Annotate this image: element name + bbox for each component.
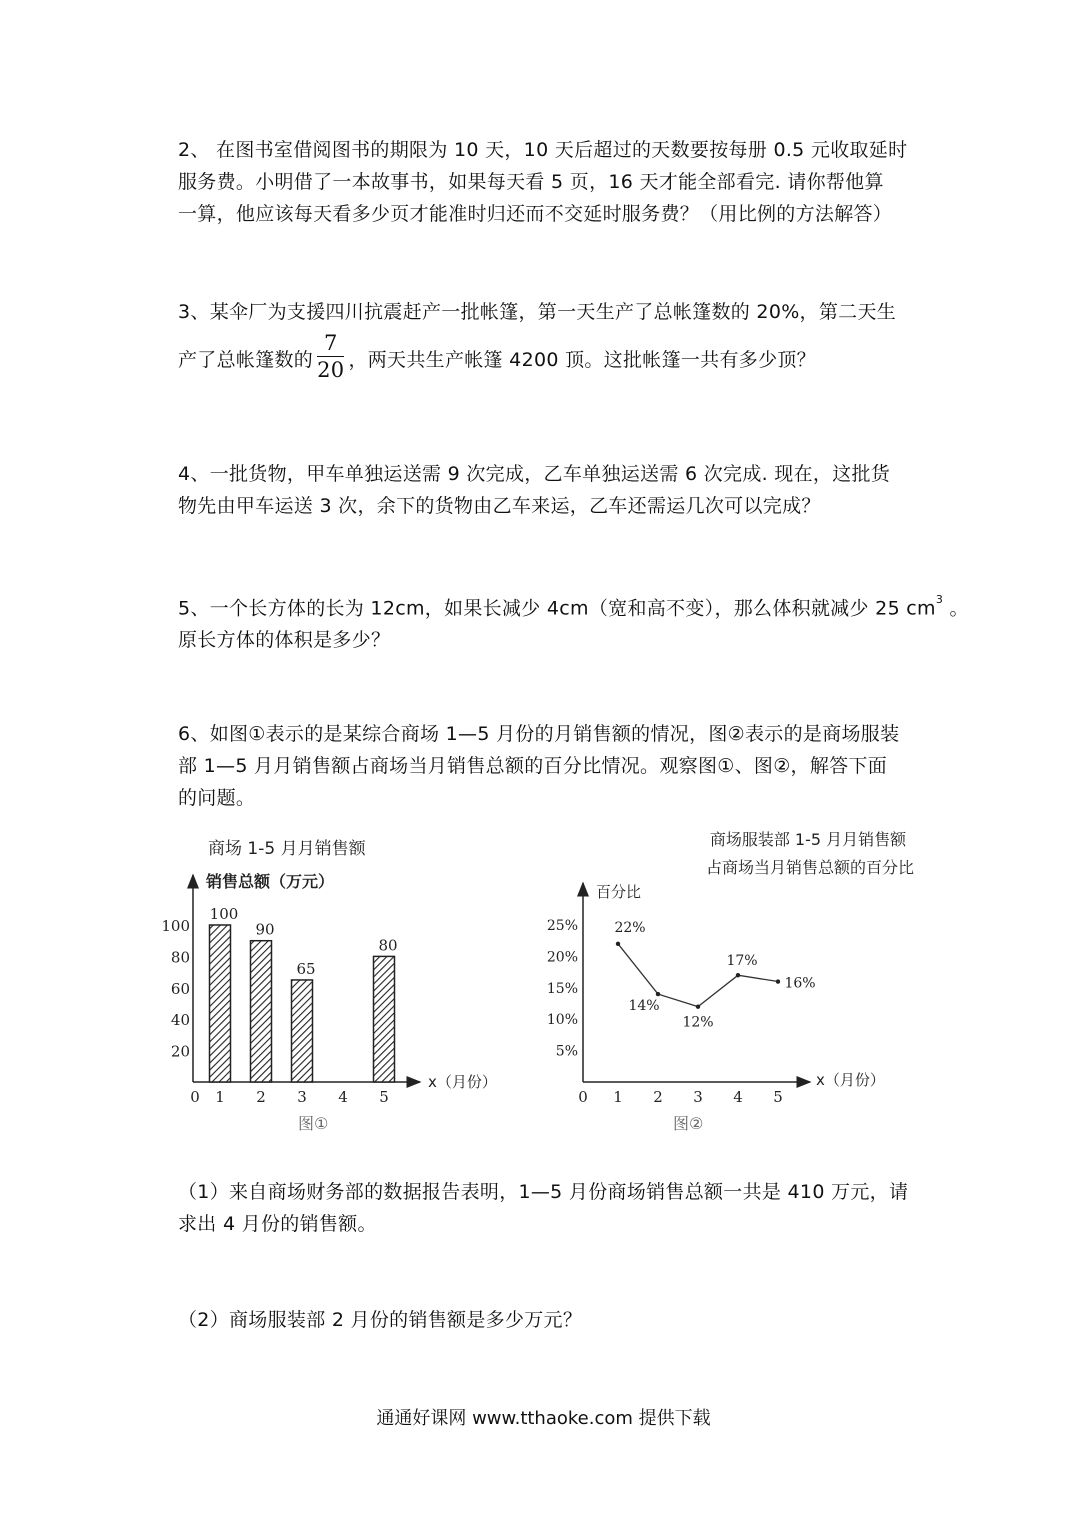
chart-1-data-label: 65 [296, 959, 316, 978]
fraction-denominator: 20 [317, 358, 345, 382]
chart-2-x-tick-label: 5 [773, 1088, 783, 1106]
chart-1-x-tick-label: 1 [215, 1088, 225, 1106]
chart-2-data-point [696, 1004, 700, 1008]
chart-1-y-tick-label: 60 [170, 979, 190, 998]
chart-1-y-axis-label: 销售总额（万元） [206, 872, 335, 891]
chart-1-bar [374, 956, 395, 1082]
question-2-line-3: 一算，他应该每天看多少页才能准时归还而不交延时服务费？（用比例的方法解答） [178, 203, 893, 225]
question-4 [178, 458, 978, 522]
chart-1-y-tick-label: 80 [170, 948, 190, 967]
fraction-numerator: 7 [317, 330, 344, 357]
chart-2-y-tick-label: 10% [546, 1012, 578, 1029]
chart-2-data-label: 16% [784, 975, 816, 992]
chart-2-y-tick-label: 20% [546, 949, 578, 966]
chart-1-title: 商场 1-5 月月销售额 [208, 839, 366, 859]
question-2 [178, 134, 978, 230]
chart-1-x-tick-label: 3 [297, 1088, 307, 1106]
chart-2-data-point [776, 979, 780, 983]
chart-2-data-label: 17% [726, 953, 758, 970]
chart-2-data-label: 22% [614, 919, 646, 936]
chart-2-title-line-1: 商场服装部 1-5 月月销售额 [709, 830, 907, 849]
question-6-part-1-line-2: 求出 4 月份的销售额。 [178, 1213, 377, 1235]
chart-1-data-label: 80 [378, 936, 398, 955]
question-3-line-1: 3、某伞厂为支援四川抗震赶产一批帐篷，第一天生产了总帐篷数的 20%，第二天生 [178, 301, 897, 323]
question-5 [178, 588, 978, 656]
question-6-line-2: 部 1—5 月月销售额占商场当月销售总额的百分比情况。观察图①、图②，解答下面 [178, 755, 888, 777]
question-6-line-1: 6、如图①表示的是某综合商场 1—5 月份的月销售额的情况，图②表示的是商场服装 [178, 723, 900, 745]
chart-1-bar [210, 925, 231, 1082]
fraction [317, 330, 344, 383]
chart-2-title-line-2: 占商场当月销售总额的百分比 [705, 858, 915, 877]
chart-2-origin-label: 0 [578, 1088, 588, 1106]
question-4-line-1: 4、一批货物，甲车单独运送需 9 次完成，乙车单独运送需 6 次完成. 现在，这批货 [178, 463, 891, 485]
chart-2-y-tick-label: 15% [546, 980, 578, 997]
chart-1-x-tick-label: 5 [379, 1088, 389, 1106]
question-5-line-1-text: 5、一个长方体的长为 12cm，如果长减少 4cm（宽和高不变），那么体积就减少 25 cm [178, 597, 936, 620]
question-6-part-1 [178, 1176, 978, 1240]
question-6-part-2 [178, 1304, 978, 1336]
chart-1-bar [251, 941, 272, 1082]
chart-2-x-tick-label: 3 [693, 1088, 703, 1106]
chart-1-x-tick-label: 4 [338, 1088, 348, 1106]
chart-2-data-label: 14% [628, 998, 660, 1015]
question-3 [178, 296, 978, 387]
chart-2-y-tick-label: 5% [555, 1043, 578, 1060]
question-6-part-1-line-1: （1）来自商场财务部的数据报告表明，1—5 月份商场销售总额一共是 410 万元，请 [178, 1181, 909, 1203]
chart-1-x-axis-label: x（月份） [428, 1073, 497, 1091]
chart-2-data-point [656, 992, 660, 996]
question-3-line-2 [178, 331, 978, 387]
question-6 [178, 718, 978, 814]
chart-2-x-tick-label: 2 [653, 1088, 663, 1106]
chart-1-x-tick-label: 2 [256, 1088, 266, 1106]
chart-2-data-point [736, 973, 740, 977]
question-6-line-3: 的问题。 [178, 787, 256, 809]
cubic-superscript: 3 [935, 593, 944, 606]
chart-1-y-tick-label: 20 [170, 1042, 190, 1061]
question-4-line-2: 物先由甲车运送 3 次，余下的货物由乙车来运，乙车还需运几次可以完成？ [178, 495, 821, 517]
question-3-line-2-end: ，两天共生产帐篷 4200 顶。这批帐篷一共有多少顶？ [348, 349, 816, 371]
chart-2-x-tick-label: 1 [613, 1088, 623, 1106]
line-chart-clothing-percentage [540, 825, 940, 1145]
question-5-line-1-end: 。 [943, 597, 969, 620]
chart-2-x-axis-label: x（月份） [816, 1071, 885, 1089]
chart-1-data-label: 90 [255, 920, 275, 939]
chart-2-data-point [616, 942, 620, 946]
bar-chart-monthly-sales [150, 825, 530, 1145]
question-2-line-2: 服务费。小明借了一本故事书，如果每天看 5 页，16 天才能全部看完. 请你帮他算 [178, 171, 884, 193]
chart-1-caption: 图① [298, 1114, 329, 1133]
chart-2-x-tick-label: 4 [733, 1088, 743, 1106]
chart-2-y-tick-label: 25% [546, 918, 578, 934]
chart-2-data-label: 12% [682, 1014, 714, 1031]
question-5-line-2: 原长方体的体积是多少？ [178, 629, 391, 652]
question-5-line-1 [178, 588, 978, 624]
chart-2-caption: 图② [673, 1114, 704, 1133]
question-6-part-2-line-1: （2）商场服装部 2 月份的销售额是多少万元？ [178, 1309, 583, 1331]
chart-1-y-tick-label: 100 [161, 917, 190, 935]
question-3-line-2-start: 产了总帐篷数的 [178, 349, 314, 371]
chart-1-y-tick-label: 40 [170, 1011, 190, 1030]
chart-1-bar [292, 980, 313, 1082]
footer: 通通好课网 www.tthaoke.com 提供下载 [376, 1408, 711, 1429]
chart-2-y-axis-label: 百分比 [596, 883, 642, 901]
question-2-line-1: 2、 在图书室借阅图书的期限为 10 天，10 天后超过的天数要按每册 0.5 元收取延时 [178, 139, 908, 161]
chart-1-origin-label: 0 [190, 1088, 200, 1106]
chart-1-data-label: 100 [209, 905, 239, 923]
